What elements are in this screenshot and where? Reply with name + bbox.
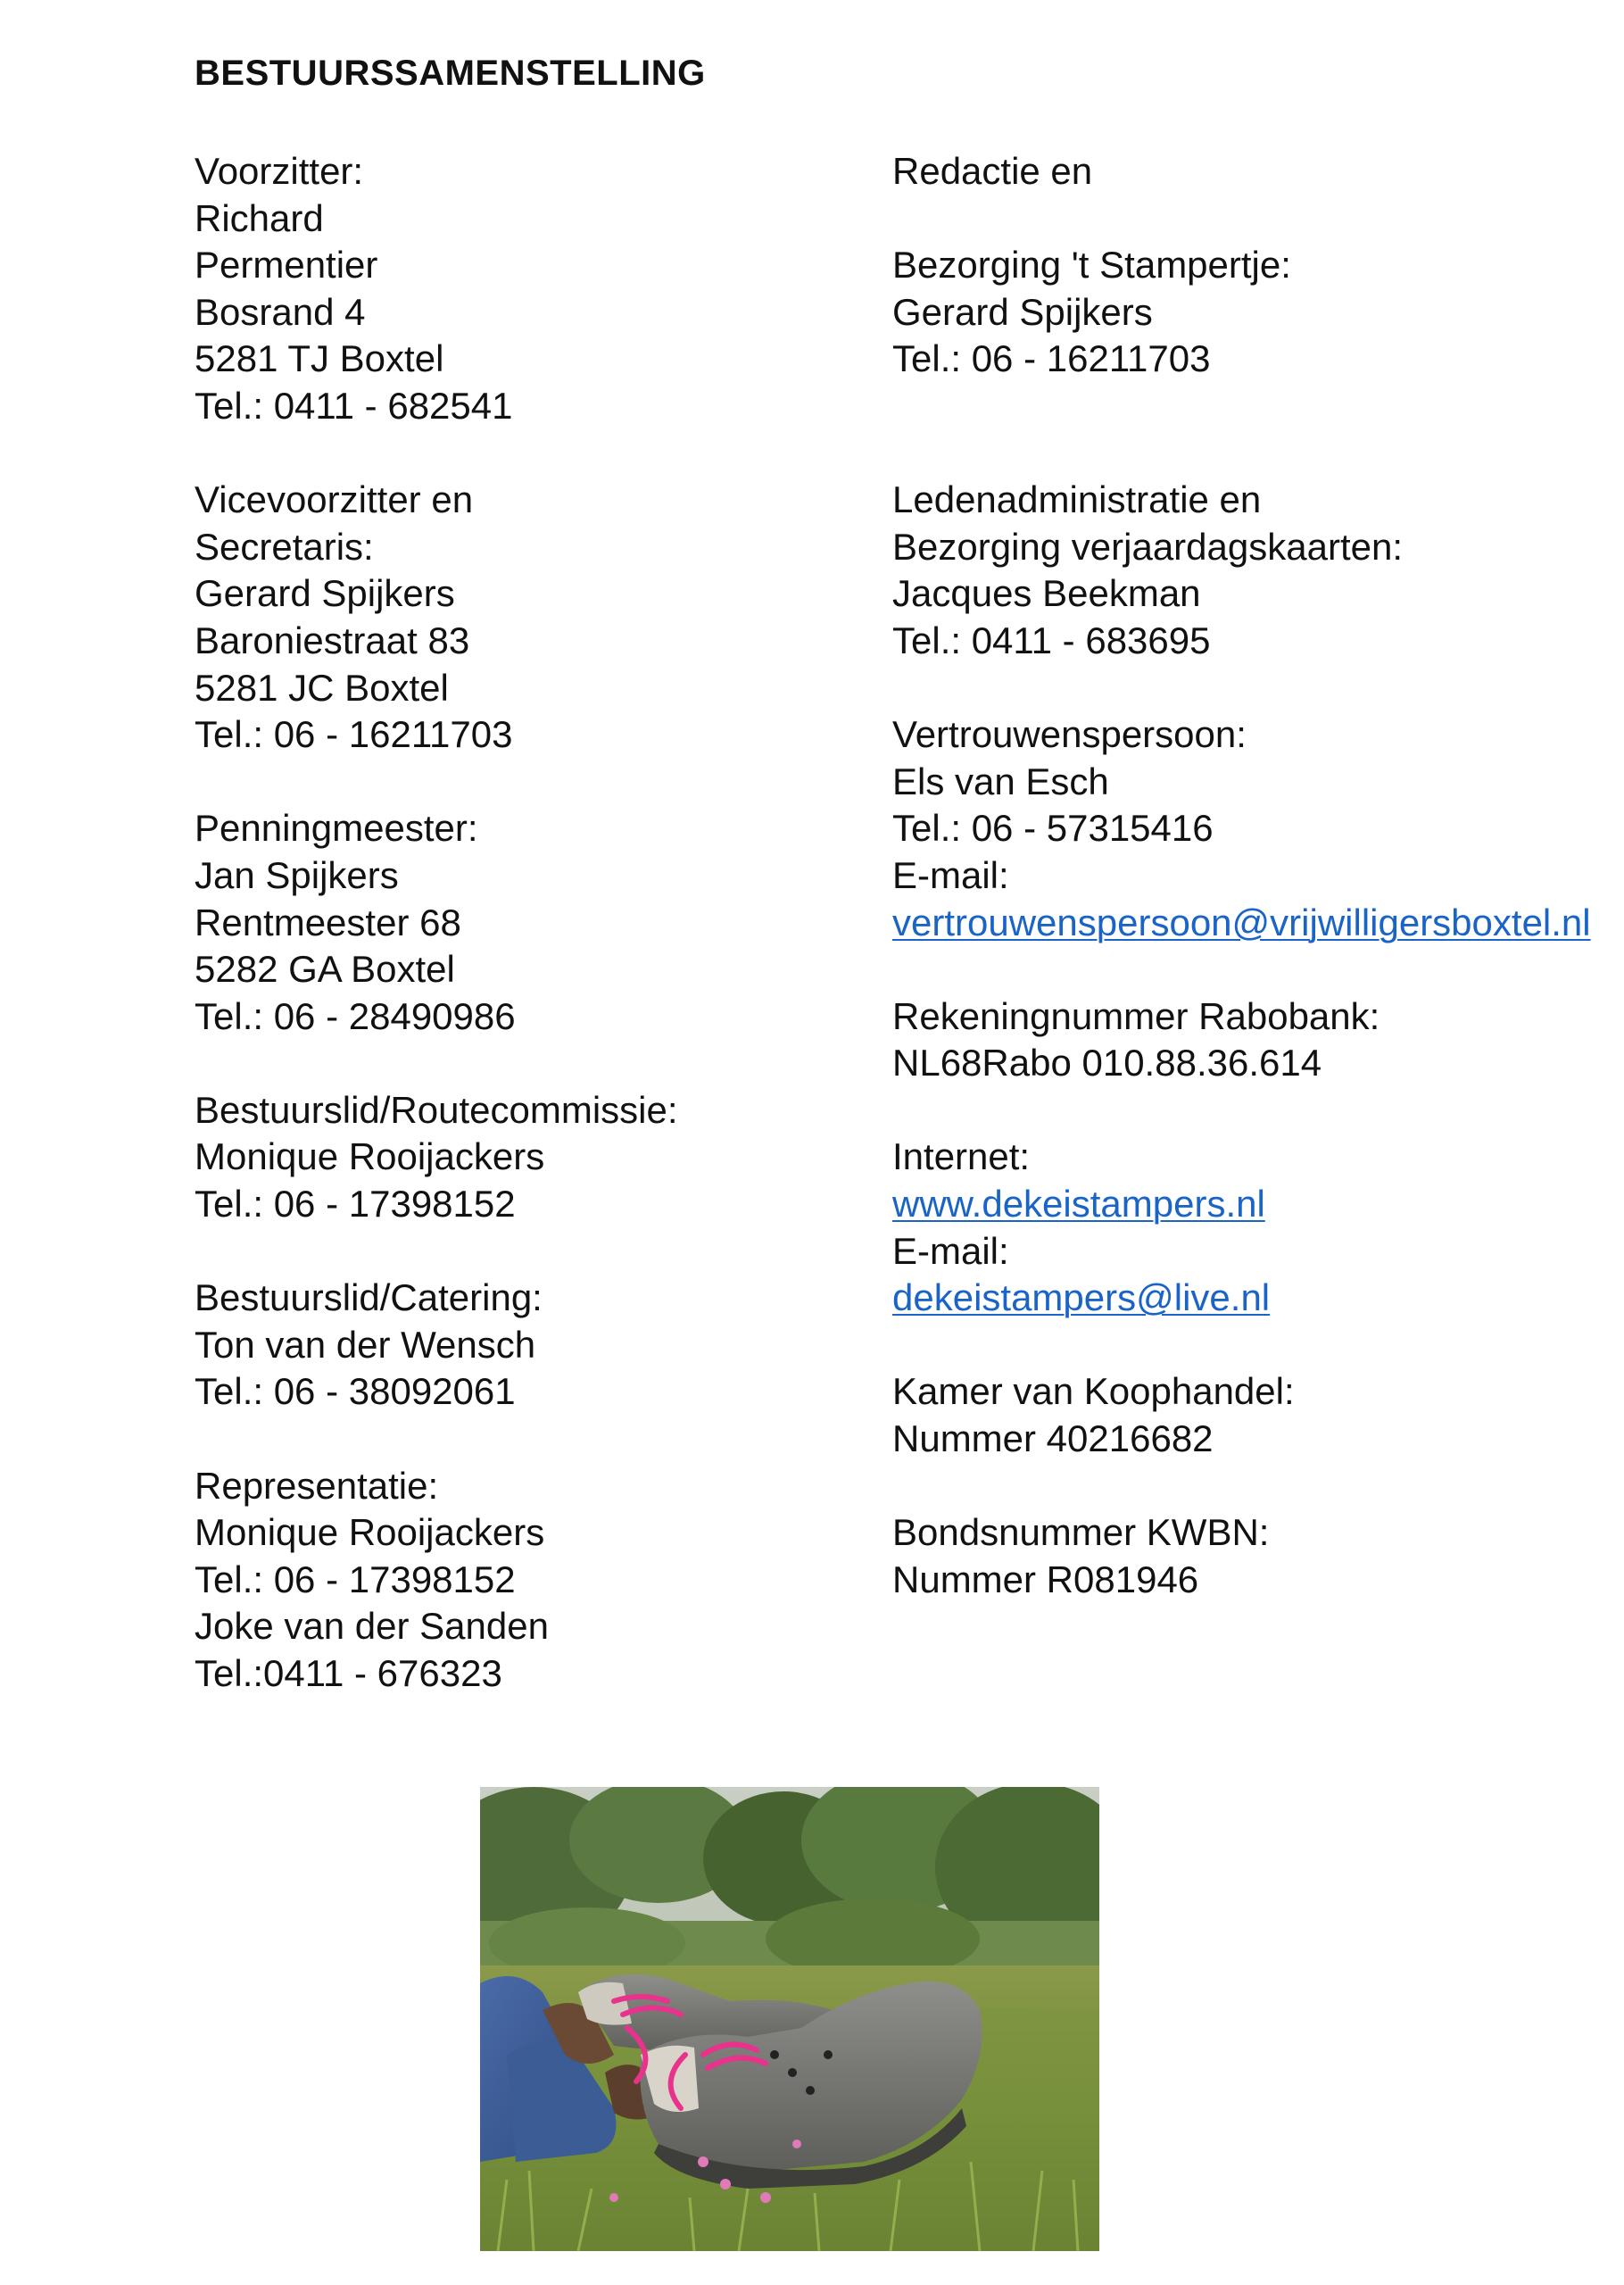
representation-role: Representatie: — [195, 1464, 439, 1507]
vice-role-2: Secretaris: — [195, 525, 374, 568]
kvk-number: Nummer 40216682 — [892, 1417, 1214, 1460]
internet-block — [892, 1134, 1615, 1321]
internet-email-label: E-mail: — [892, 1229, 1009, 1272]
editorial-name: Gerard Spijkers — [892, 290, 1153, 333]
confidant-phone: Tel.: 06 - 57315416 — [892, 807, 1214, 850]
vice-role-1: Vicevoorzitter en — [195, 478, 474, 521]
representation-name-2: Joke van der Sanden — [195, 1605, 549, 1648]
chair-last-name: Permentier — [195, 244, 378, 287]
vice-chair-block — [195, 477, 873, 759]
hiking-boots-illustration — [480, 1787, 1099, 2251]
confidant-email-label: E-mail: — [892, 853, 1009, 896]
catering-block — [195, 1275, 873, 1416]
catering-name: Ton van der Wensch — [195, 1323, 536, 1366]
treasurer-name: Jan Spijkers — [195, 853, 399, 896]
treasurer-address: Rentmeester 68 — [195, 901, 461, 943]
representation-name-1: Monique Rooijackers — [195, 1511, 545, 1554]
kwbn-number: Nummer R081946 — [892, 1558, 1199, 1600]
internet-label: Internet: — [892, 1135, 1031, 1178]
right-column — [892, 148, 1615, 1603]
route-name: Monique Rooijackers — [195, 1135, 545, 1178]
vice-city: 5281 JC Boxtel — [195, 666, 449, 709]
bank-label: Rekeningnummer Rabobank: — [892, 994, 1380, 1037]
members-name: Jacques Beekman — [892, 572, 1201, 615]
chair-phone: Tel.: 0411 - 682541 — [195, 384, 513, 427]
editorial-spacer — [892, 195, 1615, 243]
editorial-role-1: Redactie en — [892, 150, 1093, 192]
chair-role: Voorzitter: — [195, 150, 364, 192]
vice-name: Gerard Spijkers — [195, 572, 455, 615]
editorial-phone: Tel.: 06 - 16211703 — [892, 337, 1211, 380]
confidant-name: Els van Esch — [892, 760, 1109, 802]
members-role-1: Ledenadministratie en — [892, 478, 1262, 521]
vice-phone: Tel.: 06 - 16211703 — [195, 713, 513, 756]
chair-address: Bosrand 4 — [195, 290, 366, 333]
route-phone: Tel.: 06 - 17398152 — [195, 1183, 516, 1226]
vice-address: Baroniestraat 83 — [195, 619, 470, 661]
treasurer-phone: Tel.: 06 - 28490986 — [195, 994, 516, 1037]
chair-first-name: Richard — [195, 196, 324, 239]
route-committee-block — [195, 1087, 873, 1228]
bank-block — [892, 993, 1615, 1087]
kwbn-label: Bondsnummer KWBN: — [892, 1511, 1270, 1554]
chair-block — [195, 148, 873, 430]
representation-phone-2: Tel.:0411 - 676323 — [195, 1652, 502, 1694]
representation-block — [195, 1463, 873, 1698]
hiking-boots-photo — [480, 1787, 1099, 2251]
editorial-block — [892, 148, 1615, 383]
treasurer-block — [195, 805, 873, 1040]
club-email-link[interactable]: dekeistampers@live.nl — [892, 1276, 1271, 1319]
catering-phone: Tel.: 06 - 38092061 — [195, 1370, 516, 1413]
members-phone: Tel.: 0411 - 683695 — [892, 619, 1211, 661]
treasurer-city: 5282 GA Boxtel — [195, 948, 455, 991]
page-title: BESTUURSSAMENSTELLING — [195, 54, 706, 93]
confidant-role: Vertrouwenspersoon: — [892, 713, 1247, 756]
members-admin-block — [892, 477, 1615, 664]
route-role: Bestuurslid/Routecommissie: — [195, 1088, 678, 1131]
kvk-block — [892, 1368, 1615, 1462]
kvk-label: Kamer van Koophandel: — [892, 1370, 1295, 1413]
left-column — [195, 148, 873, 1698]
members-role-2: Bezorging verjaardagskaarten: — [892, 525, 1404, 568]
chair-city: 5281 TJ Boxtel — [195, 337, 444, 380]
bank-number: NL68Rabo 010.88.36.614 — [892, 1042, 1322, 1084]
catering-role: Bestuurslid/Catering: — [195, 1276, 543, 1319]
confidant-block — [892, 711, 1615, 946]
representation-phone-1: Tel.: 06 - 17398152 — [195, 1558, 516, 1600]
editorial-role-2: Bezorging 't Stampertje: — [892, 244, 1291, 287]
treasurer-role: Penningmeester: — [195, 807, 478, 850]
confidant-email-link[interactable]: vertrouwenspersoon@vrijwilligersboxtel.nl — [892, 901, 1591, 943]
kwbn-block — [892, 1509, 1615, 1603]
website-link[interactable]: www.dekeistampers.nl — [892, 1183, 1265, 1226]
